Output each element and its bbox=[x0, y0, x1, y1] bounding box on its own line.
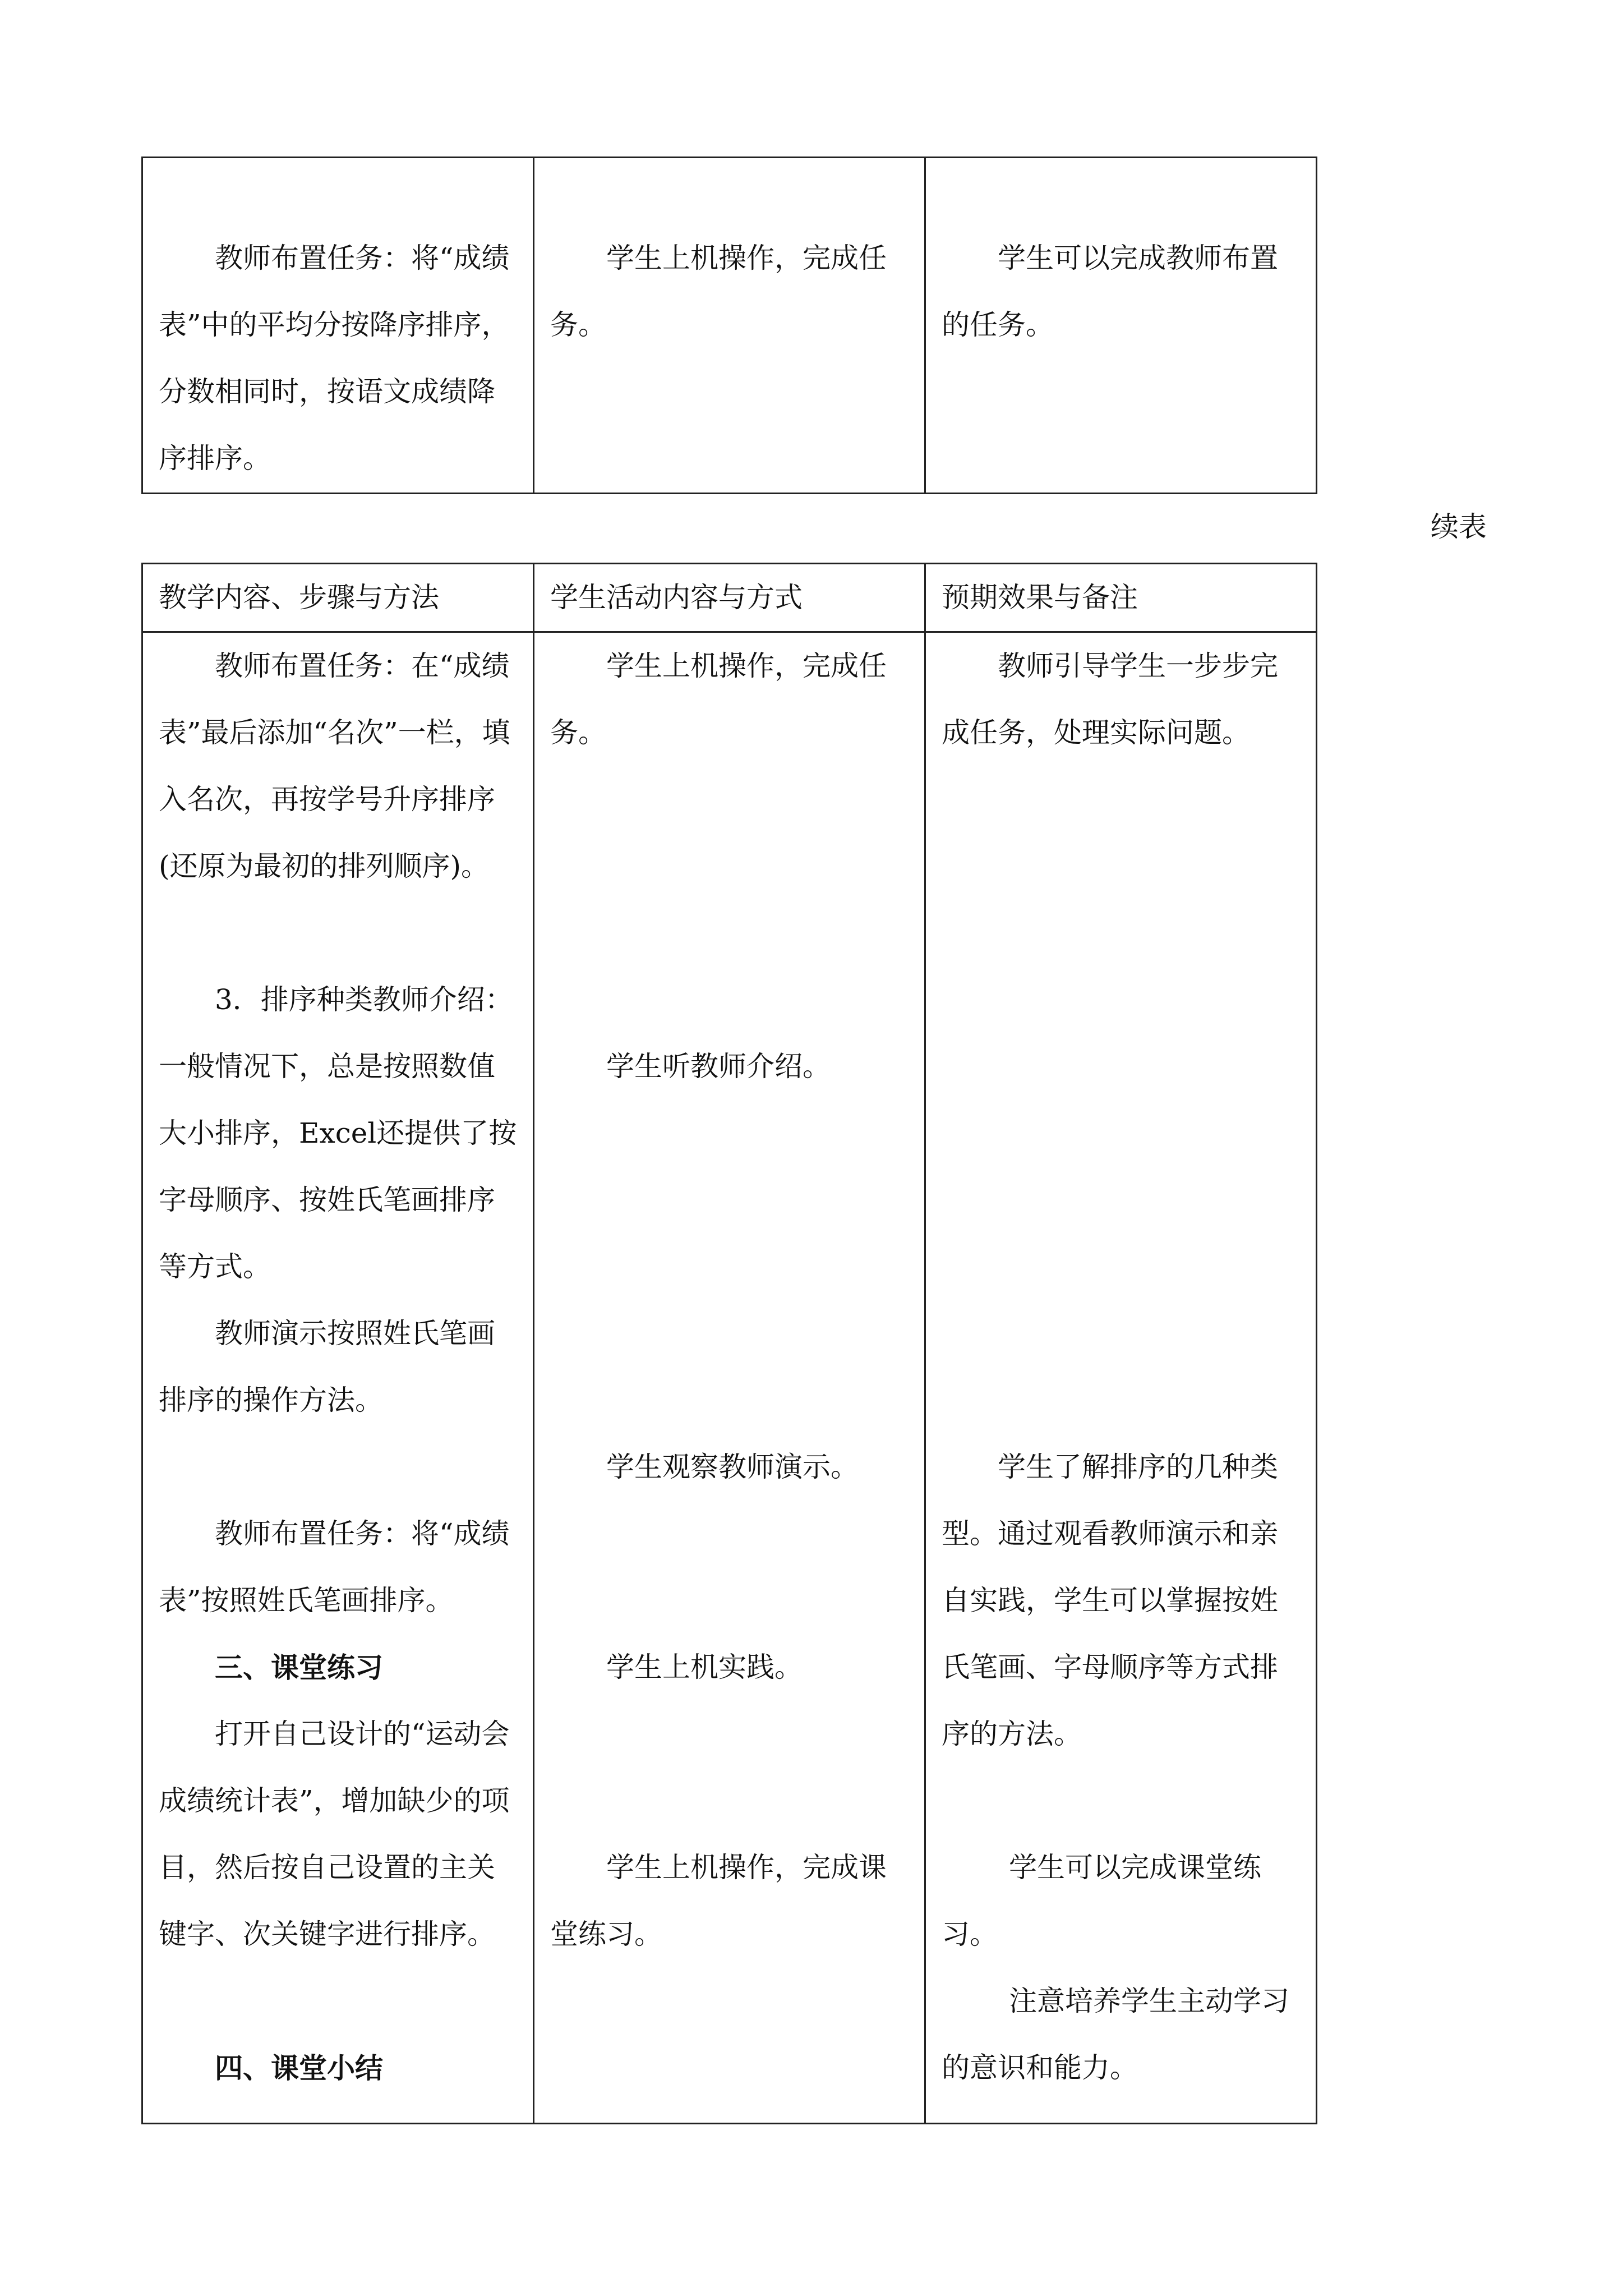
teacher-method-cell bbox=[142, 632, 534, 2124]
header-cell bbox=[534, 564, 925, 632]
paragraph: 学生上机操作，完成课堂练习。 bbox=[550, 1851, 887, 1950]
header-cell bbox=[925, 564, 1317, 632]
paragraph: 学生了解排序的几种类型。通过观看教师演示和亲自实践，学生可以掌握按姓氏笔画、字母顺序等方式排序的方法。 bbox=[942, 1451, 1278, 1750]
expected-effect-text: 学生可以完成教师布置的任务。 bbox=[942, 242, 1278, 341]
expected-effect-cell bbox=[925, 158, 1317, 494]
lesson-table-continued bbox=[141, 563, 1317, 2124]
student-activity-text: 学生上机操作，完成任务。 bbox=[550, 242, 887, 341]
section-heading: 四、课堂小结 bbox=[215, 2051, 383, 2085]
header-student-activity: 学生活动内容与方式 bbox=[550, 581, 803, 614]
expected-effect-cell bbox=[925, 632, 1317, 2124]
paragraph: 学生听教师介绍。 bbox=[606, 1050, 831, 1083]
paragraph: 学生观察教师演示。 bbox=[606, 1451, 859, 1483]
paragraph: 注意培养学生主动学习的意识和能力。 bbox=[942, 1985, 1289, 2084]
paragraph: 3．排序种类教师介绍：一般情况下，总是按照数值大小排序，Excel还提供了按字母顺序、按姓氏笔画排序等方式。 bbox=[159, 983, 517, 1283]
paragraph: 教师布置任务：将“成绩表”按照姓氏笔画排序。 bbox=[159, 1517, 510, 1617]
paragraph: 学生可以完成课堂练习。 bbox=[942, 1851, 1261, 1950]
header-teaching-content: 教学内容、步骤与方法 bbox=[159, 581, 439, 614]
paragraph: 打开自己设计的“运动会成绩统计表”，增加缺少的项目，然后按自己设置的主关键字、次关键字进行排序。 bbox=[159, 1718, 510, 1950]
lesson-table-top bbox=[141, 157, 1317, 494]
section-heading: 三、课堂练习 bbox=[215, 1651, 383, 1684]
teacher-method-cell bbox=[142, 158, 534, 494]
table-row bbox=[142, 158, 1317, 494]
header-expected-effect: 预期效果与备注 bbox=[942, 581, 1138, 614]
paragraph: 教师引导学生一步步完成任务，处理实际问题。 bbox=[942, 650, 1278, 749]
paragraph: 学生上机实践。 bbox=[606, 1651, 803, 1683]
paragraph: 教师布置任务：在“成绩表”最后添加“名次”一栏，填入名次，再按学号升序排序(还原为最初的排列顺序)。 bbox=[159, 650, 510, 882]
student-activity-cell bbox=[534, 632, 925, 2124]
table-header-row bbox=[142, 564, 1317, 632]
header-cell bbox=[142, 564, 534, 632]
teacher-task-text: 教师布置任务：将“成绩表”中的平均分按降序排序，分数相同时，按语文成绩降序排序。 bbox=[159, 242, 510, 475]
continued-table-label: 续表 bbox=[1431, 510, 1487, 543]
paragraph: 学生上机操作，完成任务。 bbox=[550, 650, 887, 749]
student-activity-cell bbox=[534, 158, 925, 494]
paragraph: 教师演示按照姓氏笔画排序的操作方法。 bbox=[159, 1317, 495, 1416]
table-row bbox=[142, 632, 1317, 2124]
